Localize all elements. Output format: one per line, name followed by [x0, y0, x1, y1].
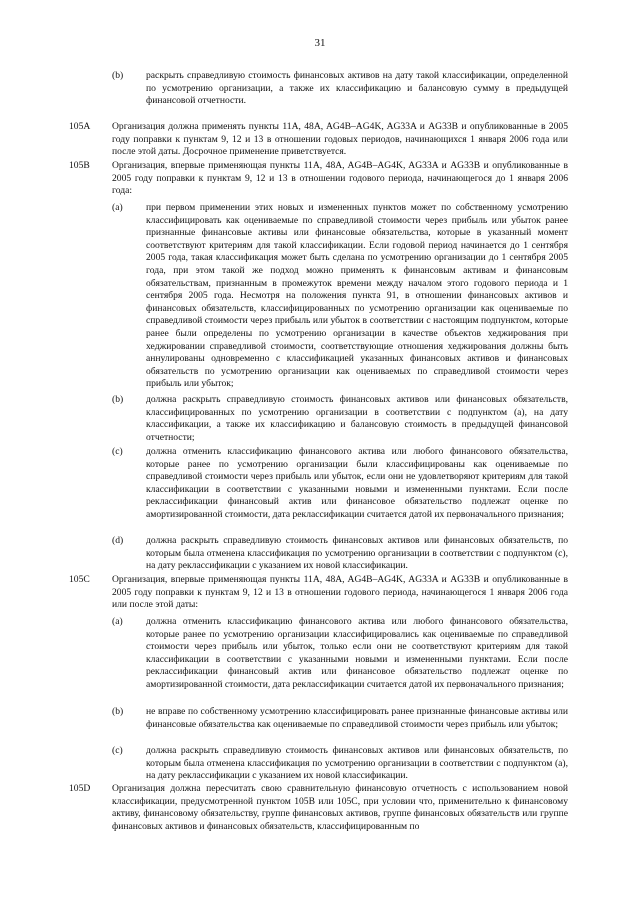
paragraph-number-105b: 105B — [69, 160, 90, 171]
paragraph-105d-text: Организация должна пересчитать свою сравнительную финансовую отчетность с использованием новой классификации, предусмотренной пунктом 105B или 105C, при условии что, применительно к финансовому активу, финансовому обязательству, группе финансовых активов, группе финансовых обязательств или группе финансовых активов и финансовых обязательств, классифицированным по — [112, 783, 568, 832]
list-item-text: должна раскрыть справедливую стоимость финансовых активов или финансовых обязательств, классифицированных по усмотрению организации в соответствии с подпунктом (a), на дату классификации, а также их классификацию и балансовую стоимость в предыдущей финансовой отчетности; — [146, 394, 568, 443]
paragraph-105b-text: Организация, впервые применяющая пункты 11A, 48A, AG4B–AG4K, AG33A и AG33B и опубликованные в 2005 году поправки к пунктам 9, 12 и 13 в отношении годового периода, начинающегося до 1 января 2006 года: — [112, 160, 568, 197]
list-item-text: при первом применении этих новых и измененных пунктов может по собственному усмотрению классифицировать как оцениваемые по справедливой стоимости через прибыль или убыток ранее признанные финансовые активы или финансовые обязательства, которые в указанный момент соответствуют критериям для такой классификации. Если годовой период начинается до 1 сентября 2005 года, такая классификация может быть сделана по усмотрению организации до 1 сентября 2005 года, при этом такой же подход можно применять к финансовым активам и финансовым обязательствам, признанным в промежуток времени между началом этого годового периода и 1 сентября 2005 года. Несмотря на положения пункта 91, в отношении финансовых активов и финансовых обязательств, классифицированных по усмотрению организации как оцениваемые по справедливой стоимости через прибыль или убыток в соответствии с настоящим подпунктом, которые ранее были определены по усмотрению организации в качестве объектов хеджирования при хеджировании справедливой стоимости, соответствующие отношения хеджирования должны быть аннулированы одновременно с классификацией указанных финансовых активов и финансовых обязательств по усмотрению организации как оцениваемых по справедливой стоимости через прибыль или убыток; — [146, 202, 568, 390]
list-item-text: не вправе по собственному усмотрению классифицировать ранее признанные финансовые активы или финансовые обязательства как оцениваемые по справедливой стоимости через прибыль или убыток; — [146, 706, 568, 730]
list-item-text: должна раскрыть справедливую стоимость финансовых активов или финансовых обязательств, по которым была отменена классификация по усмотрению организации в соответствии с подпунктом (c), на дату реклассификации с указанием их новой классификации. — [146, 535, 568, 572]
intro-item-label: (b) — [112, 70, 124, 81]
list-item-text: должна отменить классификацию финансового актива или любого финансового обязательства, которые ранее по усмотрению организации были классифицированы как оцениваемые по справедливой стоимости через прибыль или убыток, если они не удовлетворяют критериям для такой классификации в соответствии с указанными новыми и измененными пунктами. Если после реклассификации финансовый актив или финансовое обязательство подлежат оценке по амортизированной стоимости, дата реклассификации считается датой их первоначального признания; — [146, 446, 568, 520]
list-item-label: (b) — [112, 394, 124, 405]
paragraph-number-105d: 105D — [69, 783, 91, 794]
paragraph-number-105a: 105A — [69, 121, 91, 132]
paragraph-105a-text: Организация должна применять пункты 11A, 48A, AG4B–AG4K, AG33A и AG33B и опубликованные в 2005 году поправки к пунктам 9, 12 и 13 в отношении годовых периодов, начинающихся 1 января 2006 года или после этой даты. Досрочное применение приветствуется. — [112, 121, 568, 158]
intro-item-text: раскрыть справедливую стоимость финансовых активов на дату такой классификации, определенной по усмотрению организации, а также их классификацию и балансовую сумму в предыдущей финансовой отчетности. — [146, 70, 568, 107]
list-item-label: (b) — [112, 706, 124, 717]
list-item-label: (a) — [112, 616, 123, 627]
list-item-label: (d) — [112, 535, 124, 546]
list-item-label: (a) — [112, 202, 123, 213]
list-item-text: должна раскрыть справедливую стоимость финансовых активов или финансовых обязательств, по которым была отменена классификация по усмотрению организации в соответствии с подпунктом (a), на дату реклассификации с указанием их новой классификации. — [146, 745, 568, 782]
page-number: 31 — [314, 37, 326, 49]
list-item-label: (c) — [112, 745, 123, 756]
paragraph-number-105c: 105C — [69, 574, 90, 585]
list-item-text: должна отменить классификацию финансового актива или любого финансового обязательства, которые ранее по усмотрению организации классифицировались как оцениваемые по справедливой стоимости через прибыль или убыток, только если они не соответствуют критериям для такой классификации в соответствии с указанными новыми и измененными пунктами. Если после реклассификации финансовый актив или финансовое обязательство подлежат оценке по амортизированной стоимости, дата реклассификации считается датой их первоначального признания; — [146, 616, 568, 690]
paragraph-105c-text: Организация, впервые применяющая пункты 11A, 48A, AG4B–AG4K, AG33A и AG33B и опубликованные в 2005 году поправки к пунктам 9, 12 и 13 в отношении годового периода, начинающегося 1 января 2006 года или после этой даты: — [112, 574, 568, 611]
list-item-label: (c) — [112, 446, 123, 457]
